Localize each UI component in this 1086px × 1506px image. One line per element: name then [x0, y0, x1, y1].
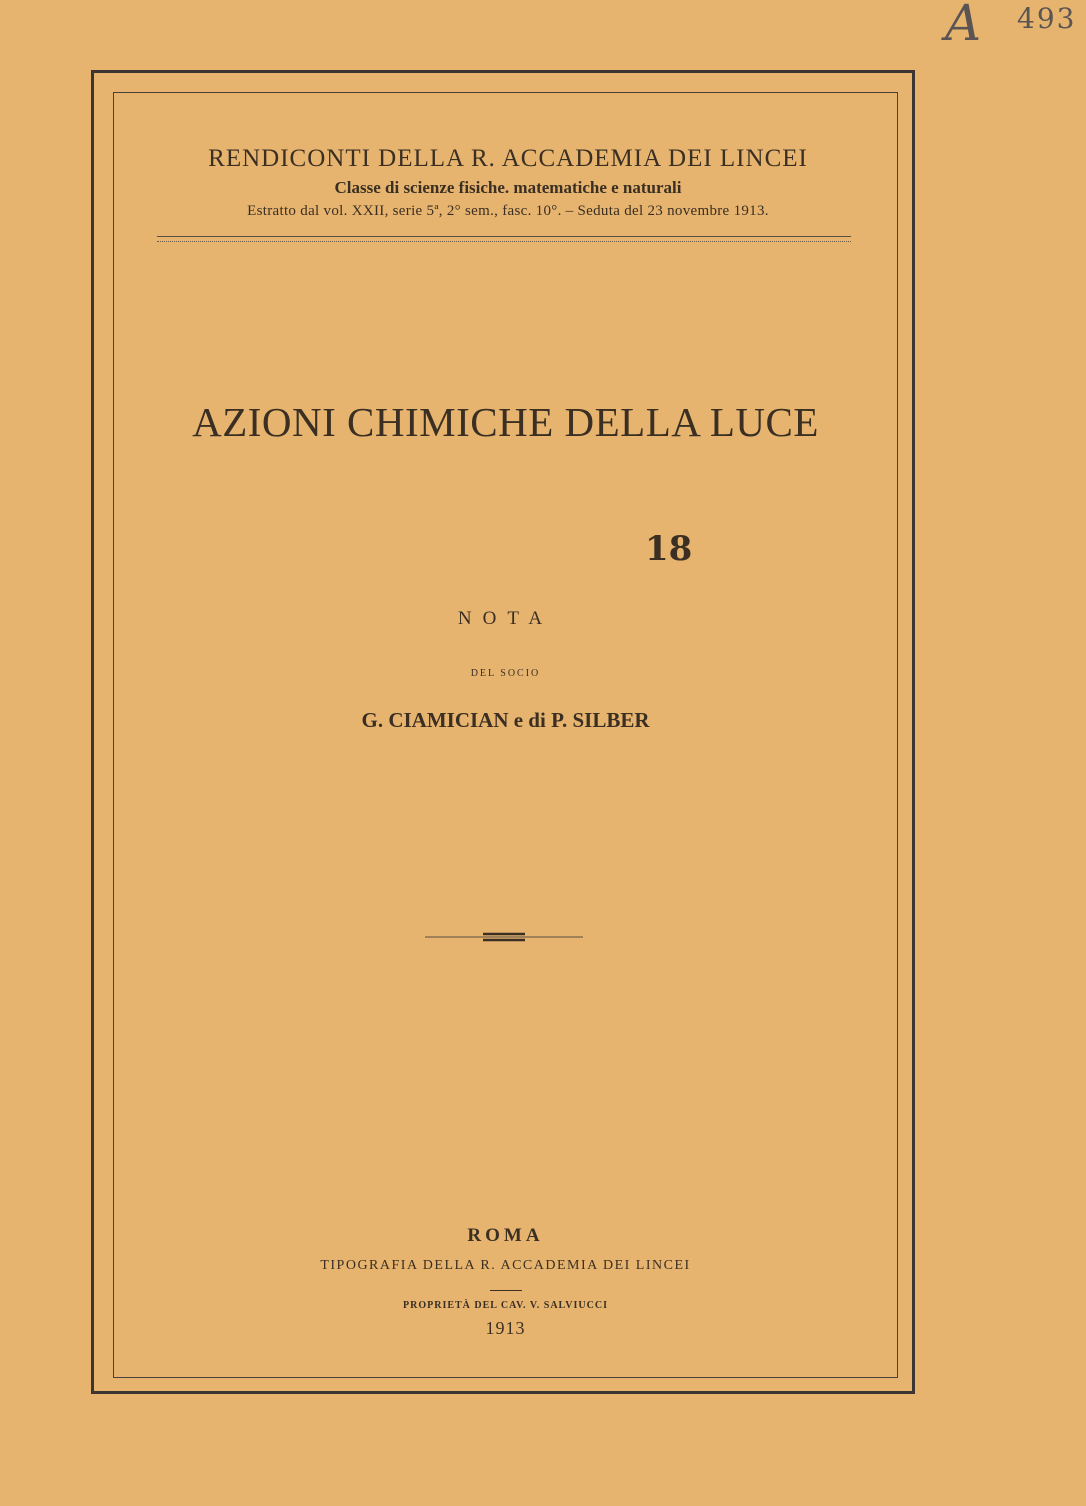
catalog-mark	[945, 0, 1086, 52]
inner-border-frame	[113, 92, 898, 1378]
catalog-number: 493	[1017, 2, 1077, 35]
journal-title: RENDICONTI DELLA R. ACCADEMIA DEI LINCEI	[208, 145, 808, 172]
ornament-divider	[425, 930, 583, 944]
publisher-name: TIPOGRAFIA DELLA R. ACCADEMIA DEI LINCEI	[320, 1258, 691, 1273]
document-title: AZIONI CHIMICHE DELLA LUCE	[192, 399, 819, 445]
publisher-divider	[490, 1290, 522, 1291]
publisher-city: ROMA	[467, 1225, 544, 1246]
nota-label: NOTA	[457, 608, 554, 629]
header-divider	[157, 236, 851, 242]
ownership-note: PROPRIETÀ DEL CAV. V. SALVIUCCI	[403, 1300, 608, 1311]
extract-citation: Estratto dal vol. XXII, serie 5ª, 2° sem., fasc. 10°. – Seduta del 23 novembre 1913.	[247, 203, 769, 219]
socio-label: DEL SOCIO	[470, 668, 541, 679]
publication-year: 1913	[485, 1318, 526, 1338]
catalog-letter: A	[945, 0, 982, 52]
note-number: 18	[645, 529, 693, 569]
authors: G. CIAMICIAN e di P. SILBER	[361, 708, 650, 732]
journal-class: Classe di scienze fisiche. matematiche e naturali	[334, 178, 682, 197]
